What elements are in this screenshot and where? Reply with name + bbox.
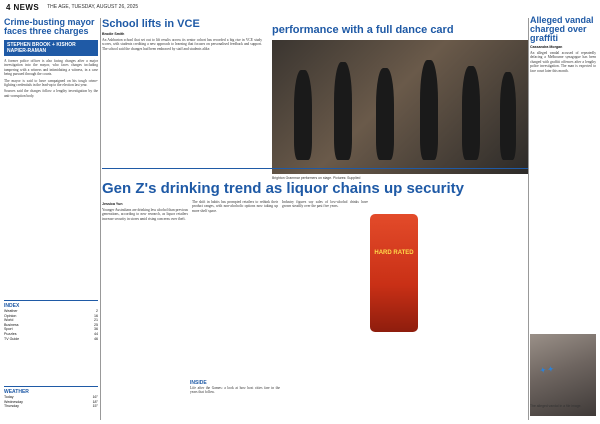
dance-caption: Brighton Grammar performers on stage. Pictures: Supplied <box>272 176 361 180</box>
right-column <box>530 16 596 420</box>
section-label: 4 NEWS <box>6 2 40 12</box>
main-area <box>102 18 528 180</box>
lead-paragraph-2: The mayor is said to have campaigned on his tough crime-fighting credentials in the lead-up to the election last year. <box>4 78 98 88</box>
index-row[interactable]: Sport 36 <box>4 327 98 332</box>
dancer-figure <box>294 70 312 160</box>
page-header <box>0 0 600 14</box>
hard-rated-can-image <box>370 214 418 332</box>
dancer-figure <box>334 62 352 160</box>
lead-headline[interactable]: Crime-busting mayor faces three charges <box>4 18 95 36</box>
can-label: HARD RATED <box>374 250 414 256</box>
author-band: STEPHEN BROOK + KISHOR NAPIER-RAMAN <box>4 40 98 56</box>
genz-columns <box>102 200 368 221</box>
index-row[interactable]: Weather 2 <box>4 309 98 313</box>
inside-text[interactable]: Life after the Games: a look at how host cities fare in the years that follow. <box>190 386 280 395</box>
weather-box <box>4 386 98 409</box>
weather-row: Wednesday 18° <box>4 399 98 404</box>
left-column <box>4 18 98 420</box>
graffiti-tag-image: ✦ ✦ <box>539 366 555 375</box>
index-row[interactable]: Puzzles 44 <box>4 331 98 336</box>
genz-col-2: The shift in habits has prompted retailers to rethink their product ranges, with non-alcoholic options now taking up more shelf space. <box>192 200 278 213</box>
school-byline: Brodie Smith <box>102 32 125 36</box>
dancer-figure <box>462 66 480 160</box>
vandal-byline: Cassandra Morgan <box>530 45 563 49</box>
school-body: An Ashburton school that set out to lift results across its senior cohort has recorded a big rise in VCE study scores, with students crediting a new approach to learning that focuses on personalised feedback and support. The school said the changes had been embraced by staff and students alike. <box>102 38 262 51</box>
dance-photo <box>272 40 528 174</box>
dancer-figure <box>500 72 516 160</box>
genz-col-3: Industry figures say sales of low-alcohol drinks have grown steadily over the past five years. <box>282 200 368 209</box>
column-divider <box>100 18 101 420</box>
inside-box <box>190 380 280 395</box>
index-box <box>4 300 98 341</box>
vandal-body: An alleged vandal accused of repeatedly defacing a Melbourne synagogue has been charged with graffiti offences after a lengthy police investigation. The man is expected to face court later this month. <box>530 51 596 73</box>
dancer-figure <box>420 60 438 160</box>
school-headline[interactable]: School lifts in VCE <box>102 18 200 30</box>
genz-byline: Jessica Yun <box>102 202 123 206</box>
vandal-headline[interactable]: Alleged vandal charged over graffiti <box>530 16 594 43</box>
weather-row: Thursday 15° <box>4 404 98 409</box>
index-row[interactable]: Business 25 <box>4 322 98 327</box>
index-title: INDEX <box>4 303 20 309</box>
inside-title: INSIDE <box>190 380 207 386</box>
graffiti-caption: The alleged vandal in a file image. <box>530 404 582 408</box>
index-row[interactable]: TV Guide 46 <box>4 336 98 341</box>
dancer-figure <box>376 68 394 160</box>
performance-headline[interactable]: performance with a full dance card <box>272 24 454 36</box>
edition-date: THE AGE, TUESDAY, AUGUST 26, 2025 <box>47 4 139 10</box>
lead-paragraph-3: Sources said the charges follow a lengthy investigation by the anti-corruption body. <box>4 89 98 98</box>
genz-col-1: Younger Australians are drinking less alcohol than previous generations, according to new research, as liquor retailers increase security in stores amid rising concerns over theft. <box>102 208 188 221</box>
column-divider <box>528 18 529 420</box>
weather-row: Today 16° <box>4 395 98 399</box>
section-rule <box>102 168 528 169</box>
weather-title: WEATHER <box>4 389 29 395</box>
index-row[interactable]: World 21 <box>4 318 98 323</box>
lead-paragraph-1: A former police officer is also facing charges after a major investigation into the mayor, who faces charges including tampering with a witness and intimidating a witness, in a case being pursued through the courts. <box>4 59 98 77</box>
index-row[interactable]: Opinion 16 <box>4 313 98 318</box>
genz-headline[interactable]: Gen Z's drinking trend as liquor chains up security <box>102 180 464 197</box>
